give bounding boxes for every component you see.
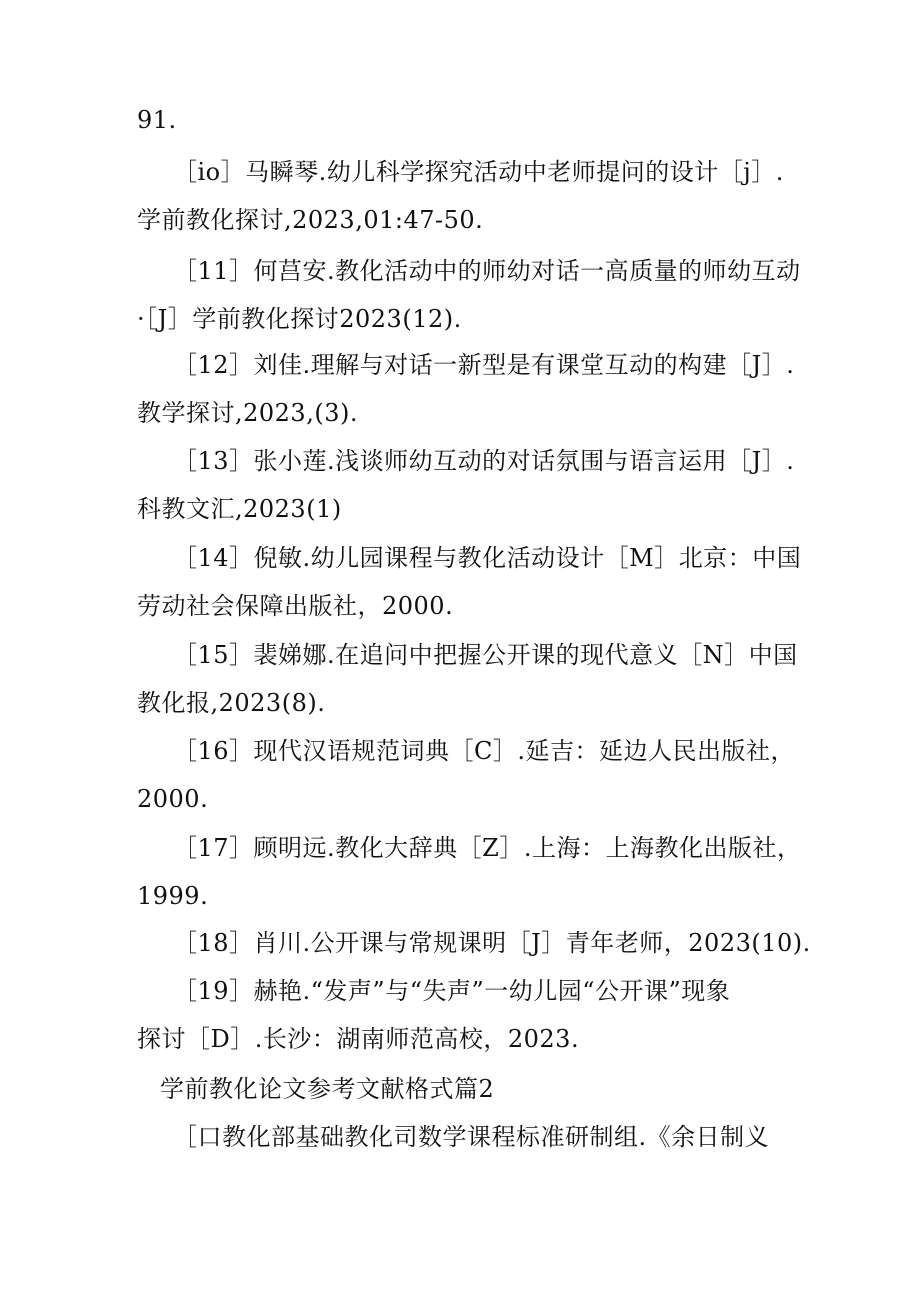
ref-10-line-1: ［io］马瞬琴.幼儿科学探究活动中老师提问的设计［j］. (173, 158, 784, 186)
ref-15-line-2: 教化报,2023(8). (137, 689, 326, 717)
ref-17-line-1: ［17］顾明远.教化大辞典［Z］.上海：上海教化出版社， (173, 834, 802, 862)
ref-14-line-2: 劳动社会保障出版社，2000. (137, 592, 454, 620)
section-heading: 学前教化论文参考文献格式篇2 (160, 1075, 495, 1103)
ref-19-line-1: ［19］赫艳.“发声”与“失声”一幼儿园“公开课”现象 (173, 977, 731, 1005)
ref-10-line-2: 学前教化探讨,2023,01:47-50. (137, 206, 484, 234)
ref-11-line-2: ·［J］学前教化探讨2023(12). (137, 305, 462, 333)
ref-14-line-1: ［14］倪敏.幼儿园课程与教化活动设计［M］北京：中国 (173, 544, 802, 572)
ref-16-line-2: 2000. (137, 785, 209, 813)
ref-12-line-2: 教学探讨,2023,(3). (137, 399, 358, 427)
ref-13-line-2: 科教文汇,2023(1) (137, 495, 342, 523)
ref-16-line-1: ［16］现代汉语规范词典［C］.延吉：延边人民出版社， (173, 737, 796, 765)
ref-17-line-2: 1999. (137, 882, 209, 910)
ref-9-continuation: 91. (137, 106, 177, 134)
ref-18-line-1: ［18］肖川.公开课与常规课明［J］青年老师，2023(10). (173, 929, 811, 957)
ref-19-line-2: 探讨［D］.长沙：湖南师范高校，2023. (137, 1025, 580, 1053)
ref-12-line-1: ［12］刘佳.理解与对话一新型是有课堂互动的构建［J］. (173, 351, 795, 379)
ref-11-line-1: ［11］何莒安.教化活动中的师幼对话一高质量的师幼互动 (173, 257, 801, 285)
ref-15-line-1: ［15］裴娣娜.在追问中把握公开课的现代意义［N］中国 (173, 641, 798, 669)
ref-13-line-1: ［13］张小莲.浅谈师幼互动的对话氛围与语言运用［J］. (173, 447, 795, 475)
section-2-ref-1-line-1: ［口教化部基础教化司数学课程标准研制组.《余日制义 (173, 1123, 770, 1151)
